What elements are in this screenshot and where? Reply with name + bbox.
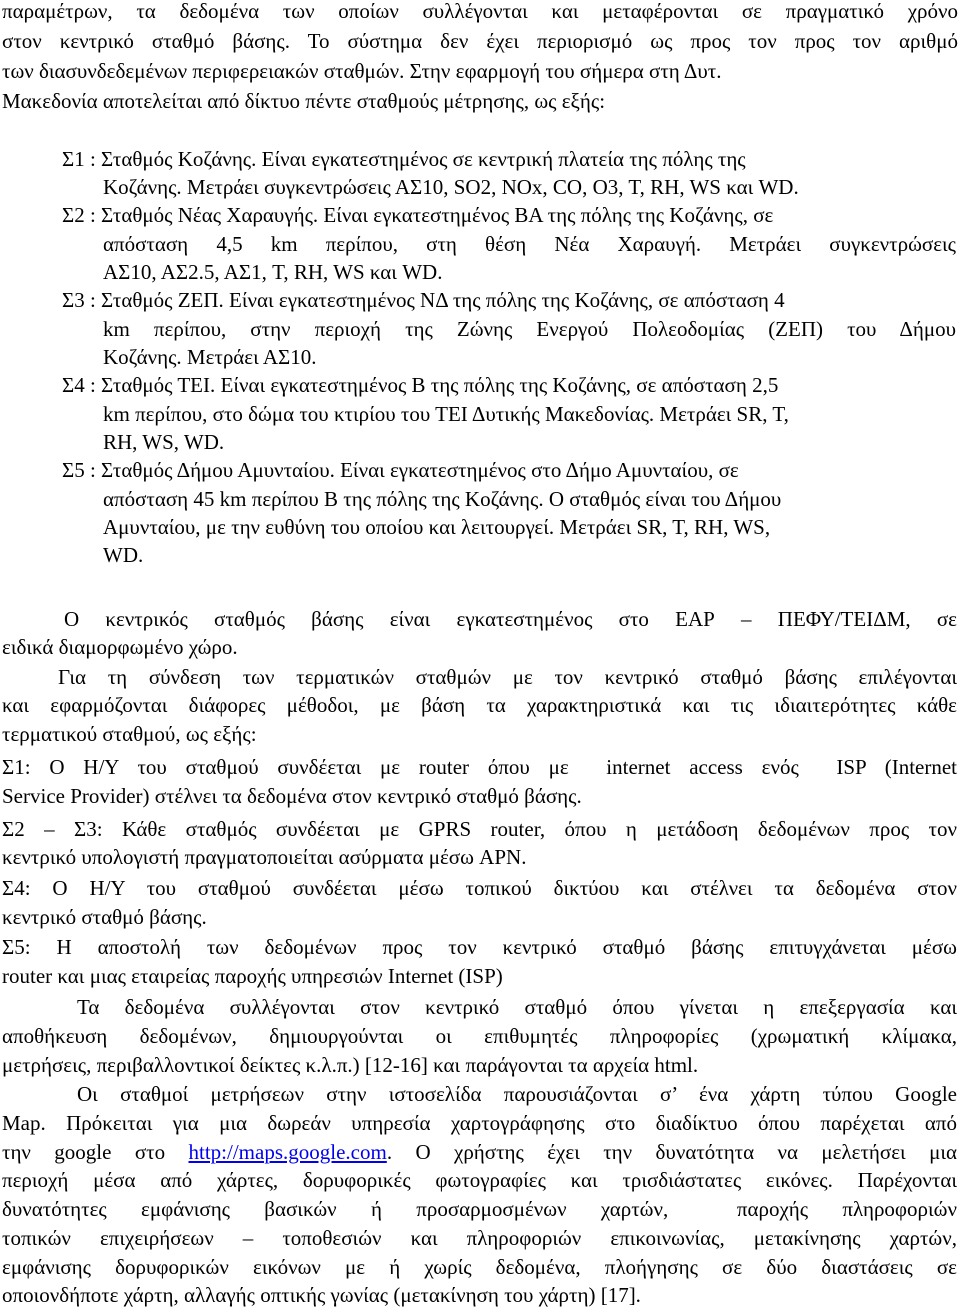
station-s3-line-2: km περίπου, στην περιοχή της Ζώνης Ενεργού Πολεοδομίας (ΖΕΠ) του Δήμου [103,317,956,341]
processing-line-2: αποθήκευση δεδομένων, δημιουργούνται οι επιθυμητές πληροφορίες (χρωματική κλίμακα, [2,1024,957,1048]
station-s3-line-1: Σ3 : Σταθμός ΖΕΠ. Είναι εγκατεστημένος ΝΔ της πόλης της Κοζάνης, σε απόσταση 4 [62,288,785,312]
station-s4-line-1: Σ4 : Σταθμός ΤΕΙ. Είναι εγκατεστημένος Β της πόλης της Κοζάνης, σε απόσταση 2,5 [62,373,779,397]
connection-s1-line-1: Σ1: Ο Η/Υ του σταθμού συνδέεται με router όπου με internet access ενός ISP (Internet [2,755,957,779]
maps-line-3 [2,1138,957,1166]
connection-line-1: Για τη σύνδεση των τερματικών σταθμών με τον κεντρικό σταθμό βάσης επιλέγονται [58,665,957,689]
connection-s2s3-line-1: Σ2 – Σ3: Κάθε σταθμός συνδέεται με GPRS router, όπου η μετάδοση δεδομένων προς τον [2,817,957,841]
maps-line-8: οποιονδήποτε χάρτη, αλλαγής οπτικής γωνίας (μετακίνηση του χάρτη) [17]. [2,1283,641,1307]
station-s5-line-3: Αμυνταίου, με την ευθύνη του οποίου και λειτουργεί. Μετράει SR, T, RH, WS, [103,515,771,539]
base-line-1: Ο κεντρικός σταθμός βάσης είναι εγκατεστημένος στο ΕΑΡ – ΠΕΦΥ/ΤΕΙΔΜ, σε [64,607,957,631]
intro-line-1: παραμέτρων, τα δεδομένα των οποίων συλλέγονται και μεταφέρονται σε πραγματικό χρόνο [2,0,958,23]
connection-s4-line-1: Σ4: Ο Η/Υ του σταθμού συνδέεται μέσω τοπικού δικτύου και στέλνει τα δεδομένα στον [2,876,957,900]
station-s5-line-4: WD. [103,543,144,567]
intro-line-4: Μακεδονία αποτελείται από δίκτυο πέντε σταθμούς μέτρησης, ως εξής: [2,89,606,113]
maps-line-5: δυνατότητες εμφάνισης βασικών ή προσαρμοσμένων χαρτών, παροχής πληροφοριών [2,1197,957,1221]
processing-line-1: Τα δεδομένα συλλέγονται στον κεντρικό σταθμό όπου γίνεται η επεξεργασία και [77,995,957,1019]
station-s4-line-2: km περίπου, στο δώμα του κτιρίου του ΤΕΙ Δυτικής Μακεδονίας. Μετράει SR, T, [103,402,789,426]
station-s2-line-2: απόσταση 4,5 km περίπου, στη θέση Νέα Χαραυγή. Μετράει συγκεντρώσεις [103,232,956,256]
maps-line-4: περιοχή μέσα από χάρτες, δορυφορικές φωτογραφίες και τρισδιάστατες εικόνες. Παρέχονται [2,1168,957,1192]
processing-line-3: μετρήσεις, περιβαλλοντικοί δείκτες κ.λ.π.) [12-16] και παράγονται τα αρχεία html. [2,1053,699,1077]
maps-line-3-post: . Ο χρήστης έχει την δυνατότητα να μελετήσει μια [386,1140,957,1164]
intro-line-3: των διασυνδεδεμένων περιφερειακών σταθμών. Στην εφαρμογή του σήμερα στη Δυτ. [2,59,722,83]
intro-line-2: στον κεντρικό σταθμό βάσης. Το σύστημα δεν έχει περιορισμό ως προς τον προς τον αριθμό [2,29,958,53]
station-s5-line-1: Σ5 : Σταθμός Δήμου Αμυνταίου. Είναι εγκατεστημένος στο Δήμο Αμυνταίου, σε [62,458,739,482]
station-s3-line-3: Κοζάνης. Μετράει ΑΣ10. [103,345,317,369]
connection-line-3: τερματικού σταθμού, ως εξής: [2,722,257,746]
connection-line-2: και εφαρμόζονται διάφορες μέθοδοι, με βάση τα χαρακτηριστικά και τις ιδιαιτερότητες κάθε [2,693,957,717]
google-maps-link[interactable]: http://maps.google.com [188,1140,387,1164]
connection-s1-line-2: Service Provider) στέλνει τα δεδομένα στον κεντρικό σταθμό βάσης. [2,784,582,808]
station-s2-line-1: Σ2 : Σταθμός Νέας Χαραυγής. Είναι εγκατεστημένος ΒΑ της πόλης της Κοζάνης, σε [62,203,774,227]
station-s1-line-2: Κοζάνης. Μετράει συγκεντρώσεις ΑΣ10, SO2, NOx, CO, O3, T, RH, WS και WD. [103,175,799,199]
maps-line-3-pre: την google στο [2,1140,189,1164]
connection-s5-line-2: router και μιας εταιρείας παροχής υπηρεσιών Internet (ISP) [2,964,503,988]
maps-line-7: εμφάνισης δορυφορικών εικόνων με ή χωρίς δεδομένα, πλοήγησης σε δύο διαστάσεις σε [2,1255,957,1279]
station-s4-line-3: RH, WS, WD. [103,430,225,454]
connection-s5-line-1: Σ5: Η αποστολή των δεδομένων προς τον κεντρικό σταθμό βάσης επιτυγχάνεται μέσω [2,935,957,959]
maps-line-6: τοπικών επιχειρήσεων – τοποθεσιών και πληροφοριών επικοινωνίας, μετακίνησης χαρτών, [2,1226,957,1250]
station-s5-line-2: απόσταση 45 km περίπου Β της πόλης της Κοζάνης. Ο σταθμός είναι του Δήμου [103,487,782,511]
maps-line-1: Οι σταθμοί μετρήσεων στην ιστοσελίδα παρουσιάζονται σ’ ένα χάρτη τύπου Google [77,1082,957,1106]
base-line-2: ειδικά διαμορφωμένο χώρο. [2,635,238,659]
maps-line-2: Map. Πρόκειται για μια δωρεάν υπηρεσία χαρτογράφησης στο διαδίκτυο όπου παρέχεται από [2,1111,957,1135]
connection-s2s3-line-2: κεντρικό υπολογιστή πραγματοποιείται ασύρματα μέσω APN. [2,845,527,869]
connection-s4-line-2: κεντρικό σταθμό βάσης. [2,905,207,929]
station-s1-line-1: Σ1 : Σταθμός Κοζάνης. Είναι εγκατεστημένος σε κεντρική πλατεία της πόλης της [62,147,746,171]
station-s2-line-3: ΑΣ10, ΑΣ2.5, ΑΣ1, T, RH, WS και WD. [103,260,443,284]
